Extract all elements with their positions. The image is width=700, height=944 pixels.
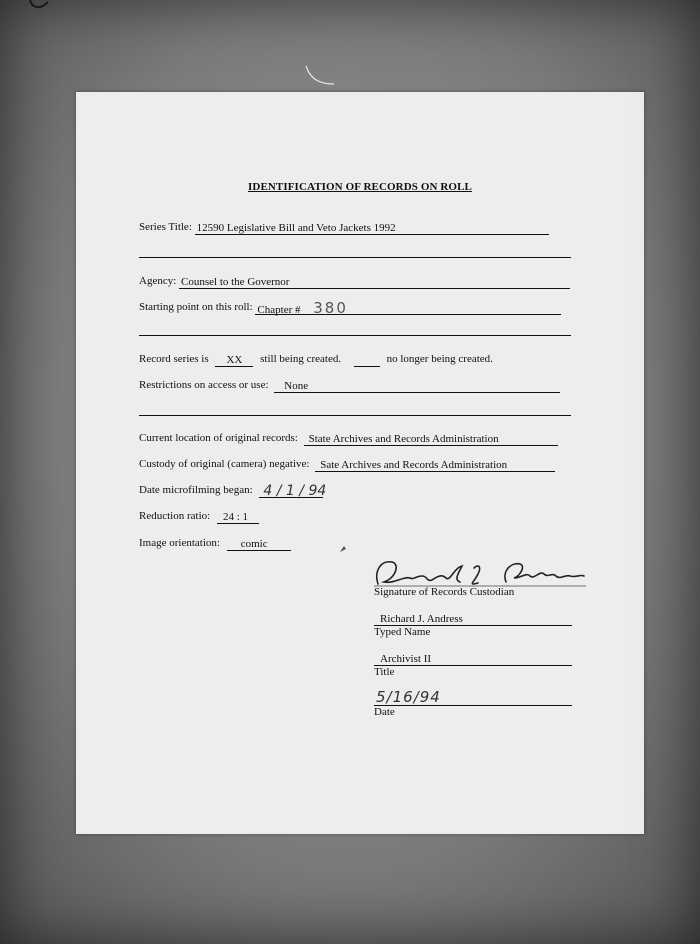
reduction-ratio-value: 24 : 1 [217, 510, 259, 524]
date-value: 5/16/94 [374, 688, 572, 706]
restrictions-row [139, 377, 560, 393]
record-series-no-longer-label: no longer being created. [386, 353, 493, 365]
series-title-row [139, 219, 549, 235]
signature-block [374, 586, 514, 599]
series-title-label: Series Title: [139, 221, 192, 233]
custody-value: Sate Archives and Records Administration [315, 458, 555, 472]
film-scratch-icon [300, 62, 340, 92]
signature-caption: Signature of Records Custodian [374, 586, 515, 598]
starting-point-value: Chapter # [257, 304, 301, 316]
current-location-row [139, 430, 558, 446]
starting-point-row [139, 299, 561, 315]
date-block [374, 688, 572, 719]
starting-point-label: Starting point on this roll: [139, 301, 253, 313]
starting-point-continuation-line [139, 335, 571, 336]
date-caption: Date [374, 706, 395, 718]
typed-name-caption: Typed Name [374, 626, 431, 638]
reduction-ratio-row [139, 508, 259, 524]
title-caption: Title [374, 666, 395, 678]
image-orientation-row [139, 535, 291, 551]
restrictions-label: Restrictions on access or use: [139, 379, 269, 391]
restrictions-value: None [274, 379, 560, 393]
film-corner-mark-icon [28, 0, 52, 12]
record-series-no-longer-value [354, 353, 380, 367]
starting-point-handwritten: 380 [313, 299, 348, 317]
record-series-label: Record series is [139, 353, 209, 365]
current-location-label: Current location of original records: [139, 432, 298, 444]
title-value: Archivist II [374, 652, 572, 666]
date-began-label: Date microfilming began: [139, 484, 253, 496]
restrictions-continuation-line [139, 415, 571, 416]
series-title-continuation-line [139, 257, 571, 258]
image-orientation-label: Image orientation: [139, 537, 220, 549]
document-title: IDENTIFICATION OF RECORDS ON ROLL [248, 181, 472, 193]
stray-mark-icon [338, 544, 348, 554]
form-sheet [76, 92, 644, 834]
starting-point-field [255, 301, 561, 315]
typed-name-value: Richard J. Andress [374, 612, 572, 626]
series-title-value: 12590 Legislative Bill and Veto Jackets 1992 [195, 221, 549, 235]
record-series-still-value: XX [215, 353, 253, 367]
typed-name-block [374, 612, 572, 639]
custody-row [139, 456, 555, 472]
title-block [374, 652, 572, 679]
agency-value: Counsel to the Governor [179, 275, 570, 289]
date-began-row [139, 482, 327, 499]
date-began-value: 4 / 1 / 94 [259, 484, 323, 498]
record-series-still-label: still being created. [260, 353, 342, 365]
image-orientation-value: comic [227, 537, 291, 551]
current-location-value: State Archives and Records Administration [304, 432, 558, 446]
reduction-ratio-label: Reduction ratio: [139, 510, 211, 522]
record-series-row [139, 351, 493, 367]
agency-label: Agency: [139, 275, 177, 287]
agency-row [139, 273, 570, 289]
custody-label: Custody of original (camera) negative: [139, 458, 310, 470]
